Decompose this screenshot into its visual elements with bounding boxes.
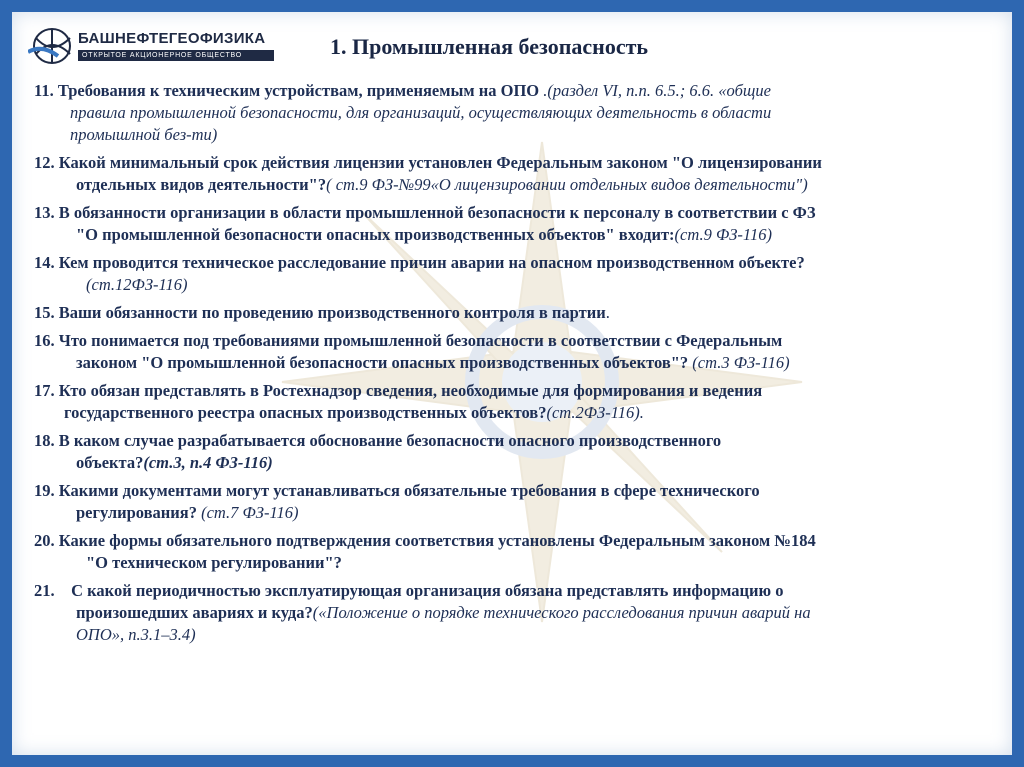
list-item: 13. В обязанности организации в области промышленной безопасности к персоналу в соответствии с ФЗ "О промышленной безопасности опасных производственных объектов" входит:(ст.9 ФЗ-116) xyxy=(34,203,816,244)
list-item: 17. Кто обязан представлять в Ростехнадзор сведения, необходимые для формирования и ведения государственного реестра опасных производственных объектов?(ст.2ФЗ-116). xyxy=(34,381,763,422)
list-item: 14. Кем проводится техническое расследование причин аварии на опасном производственном объекте? (ст.12ФЗ-116) xyxy=(34,253,805,294)
list-item: 15. Ваши обязанности по проведению производственного контроля в партии. xyxy=(34,303,610,322)
list-item: 12. Какой минимальный срок действия лицензии установлен Федеральным законом "О лицензировании отдельных видов деятельности"?( ст.9 ФЗ-№99«О лицензировании отдельных видов деятельности") xyxy=(34,153,822,194)
question-list xyxy=(34,80,994,652)
logo-subtitle: ОТКРЫТОЕ АКЦИОНЕРНОЕ ОБЩЕСТВО xyxy=(82,52,243,59)
company-logo xyxy=(28,24,278,70)
list-item: 19. Какими документами могут устанавливаться обязательные требования в сфере технического регулирования? (ст.7 ФЗ-116) xyxy=(34,481,760,522)
logo-name: БАШНЕФТЕГЕОФИЗИКА xyxy=(78,30,266,47)
list-item: 20. Какие формы обязательного подтверждения соответствия установлены Федеральным законом №184 "О техническом регулировании"? xyxy=(34,531,816,572)
slide-title: 1. Промышленная безопасность xyxy=(330,34,649,59)
slide xyxy=(12,12,1012,755)
list-item: 11. Требования к техническим устройствам, применяемым на ОПО .(раздел VI, п.п. 6.5.; 6.6. «общие правила промышленной безопасности, для организаций, осуществляющих деятельность в области промышлной без-ти) xyxy=(34,81,772,144)
globe-logo-icon xyxy=(28,26,72,66)
list-item: 21. С какой периодичностью эксплуатирующая организация обязана представлять информацию о произошедших авариях и куда?(«Положение о порядке технического расследования причин аварий на ОПО», п.3.1–3.4) xyxy=(34,581,811,644)
list-item: 16. Что понимается под требованиями промышленной безопасности в соответствии с Федеральным законом "О промышленной безопасности опасных производственных объектов"? (ст.3 ФЗ-116) xyxy=(34,331,790,372)
list-item: 18. В каком случае разрабатывается обоснование безопасности опасного производственного объекта?(ст.3, п.4 ФЗ-116) xyxy=(34,431,722,472)
